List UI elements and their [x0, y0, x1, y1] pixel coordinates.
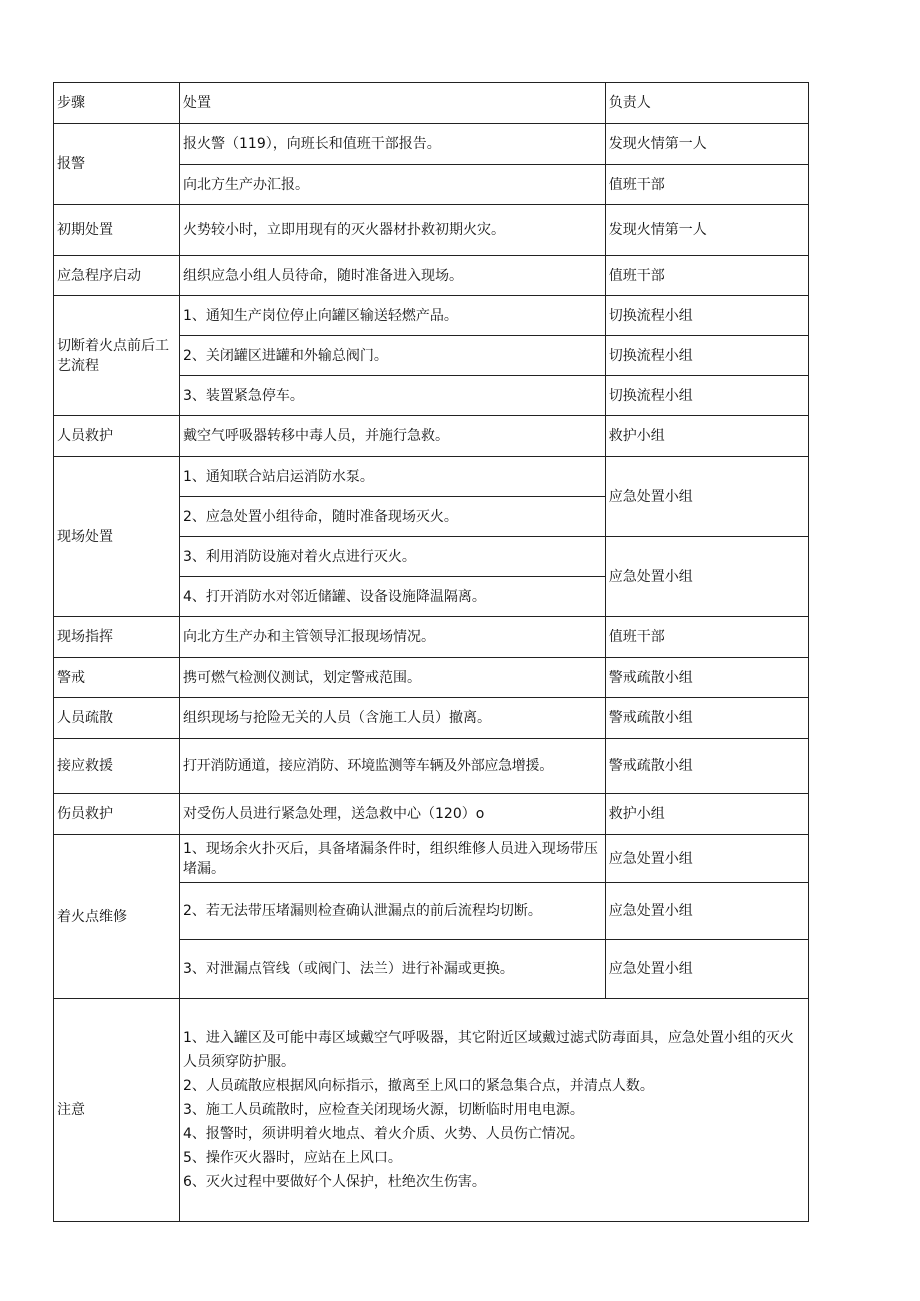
step-cell: 切断着火点前后工艺流程 [54, 296, 180, 416]
action-cell: 3、对泄漏点管线（或阀门、法兰）进行补漏或更换。 [180, 940, 606, 999]
action-cell: 3、利用消防设施对着火点进行灭火。 [180, 537, 606, 577]
step-cell: 应急程序启动 [54, 256, 180, 296]
owner-cell: 发现火情第一人 [605, 124, 808, 165]
action-cell: 火势较小时，立即用现有的灭火器材扑救初期火灾。 [180, 205, 606, 256]
table-row [54, 256, 809, 296]
table-row [54, 416, 809, 457]
notes-row [54, 999, 809, 1222]
action-cell: 2、若无法带压堵漏则检查确认泄漏点的前后流程均切断。 [180, 883, 606, 940]
table-row [54, 739, 809, 794]
owner-cell: 救护小组 [605, 416, 808, 457]
notes-cell [180, 999, 809, 1222]
step-cell: 警戒 [54, 658, 180, 698]
note-item: 4、报警时，须讲明着火地点、着火介质、火势、人员伤亡情况。 [183, 1126, 584, 1142]
header-step: 步骤 [54, 83, 180, 124]
table-row [54, 617, 809, 658]
step-cell: 报警 [54, 124, 180, 205]
header-action: 处置 [180, 83, 606, 124]
action-cell: 1、通知联合站启运消防水泵。 [180, 457, 606, 497]
step-cell: 现场处置 [54, 457, 180, 617]
table-row [54, 296, 809, 336]
table-header-row [54, 83, 809, 124]
step-cell: 人员疏散 [54, 698, 180, 739]
step-cell: 注意 [54, 999, 180, 1222]
action-cell: 组织现场与抢险无关的人员（含施工人员）撤离。 [180, 698, 606, 739]
owner-cell: 值班干部 [605, 165, 808, 205]
owner-cell: 应急处置小组 [605, 940, 808, 999]
action-cell: 向北方生产办汇报。 [180, 165, 606, 205]
emergency-response-table [53, 82, 809, 1222]
table-row [54, 658, 809, 698]
owner-cell: 切换流程小组 [605, 376, 808, 416]
action-cell: 2、应急处置小组待命，随时准备现场灭火。 [180, 497, 606, 537]
owner-cell: 救护小组 [605, 794, 808, 835]
table-row [54, 457, 809, 497]
step-cell: 接应救援 [54, 739, 180, 794]
note-item: 5、操作灭火器时，应站在上风口。 [183, 1150, 402, 1166]
table-row [54, 698, 809, 739]
action-cell: 3、装置紧急停车。 [180, 376, 606, 416]
owner-cell: 发现火情第一人 [605, 205, 808, 256]
note-item: 6、灭火过程中要做好个人保护，杜绝次生伤害。 [183, 1174, 486, 1190]
step-cell: 人员救护 [54, 416, 180, 457]
note-item: 2、人员疏散应根据风向标指示，撤离至上风口的紧急集合点，并清点人数。 [183, 1078, 654, 1094]
action-cell: 对受伤人员进行紧急处理，送急救中心（120）o [180, 794, 606, 835]
step-cell: 伤员救护 [54, 794, 180, 835]
action-cell: 携可燃气检测仪测试，划定警戒范围。 [180, 658, 606, 698]
table-row [54, 835, 809, 883]
table-row [54, 124, 809, 165]
step-cell: 着火点维修 [54, 835, 180, 999]
owner-cell: 切换流程小组 [605, 296, 808, 336]
owner-cell: 警戒疏散小组 [605, 739, 808, 794]
owner-cell: 切换流程小组 [605, 336, 808, 376]
owner-cell: 值班干部 [605, 617, 808, 658]
owner-cell: 值班干部 [605, 256, 808, 296]
action-cell: 向北方生产办和主管领导汇报现场情况。 [180, 617, 606, 658]
action-cell: 1、现场余火扑灭后，具备堵漏条件时，组织维修人员进入现场带压堵漏。 [180, 835, 606, 883]
note-item: 3、施工人员疏散时，应检查关闭现场火源，切断临时用电电源。 [183, 1102, 584, 1118]
note-item: 1、进入罐区及可能中毒区域戴空气呼吸器，其它附近区域戴过滤式防毒面具，应急处置小组的灭火人员须穿防护服。 [183, 1030, 794, 1070]
owner-cell: 警戒疏散小组 [605, 698, 808, 739]
owner-cell: 应急处置小组 [605, 883, 808, 940]
table-row [54, 794, 809, 835]
action-cell: 报火警（119），向班长和值班干部报告。 [180, 124, 606, 165]
header-owner: 负责人 [605, 83, 808, 124]
table-row [54, 205, 809, 256]
owner-cell: 应急处置小组 [605, 835, 808, 883]
owner-cell: 警戒疏散小组 [605, 658, 808, 698]
action-cell: 4、打开消防水对邻近储罐、设备设施降温隔离。 [180, 577, 606, 617]
action-cell: 1、通知生产岗位停止向罐区输送轻燃产品。 [180, 296, 606, 336]
owner-cell: 应急处置小组 [605, 537, 808, 617]
owner-cell: 应急处置小组 [605, 457, 808, 537]
step-cell: 现场指挥 [54, 617, 180, 658]
action-cell: 戴空气呼吸器转移中毒人员，并施行急救。 [180, 416, 606, 457]
step-cell: 初期处置 [54, 205, 180, 256]
action-cell: 组织应急小组人员待命，随时准备进入现场。 [180, 256, 606, 296]
action-cell: 打开消防通道，接应消防、环境监测等车辆及外部应急增援。 [180, 739, 606, 794]
action-cell: 2、关闭罐区进罐和外输总阀门。 [180, 336, 606, 376]
